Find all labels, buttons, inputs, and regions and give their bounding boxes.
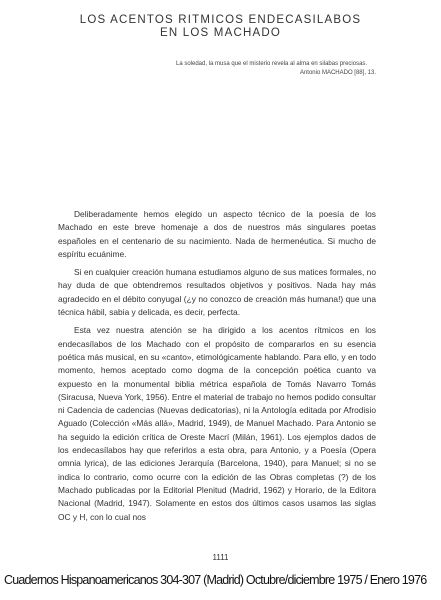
article-title-line-1: LOS ACENTOS RITMICOS ENDECASILABOS: [79, 14, 362, 26]
page-number: 1111: [212, 553, 229, 562]
epigraph: [176, 60, 376, 77]
epigraph-citation: Antonio MACHADO [88], 13.: [299, 70, 376, 76]
epigraph-text: La soledad, la musa que el misterio revela al alma en silabas preciosas.: [176, 61, 368, 67]
source-footer: Cuadernos Hispanoamericanos 304-307 (Madrid) Octubre/diciembre 1975 / Enero 1976: [4, 573, 427, 587]
body-paragraph-3: Esta vez nuestra atención se ha dirigido a los acentos rítmicos en los endecasílabos de los Machado con el propósito de compararlos en su esencia poética más musical, en su «canto», etimológicamente hablando. Para ello, y en todo momento, hemos aceptado como dogma de la concepción poética cuanto va expuesto en la monumental biblia métrica española de Tomás Navarro Tomás (Siracusa, Nueva York, 1956). Entre el material de trabajo no hemos podido consultar ni Cadencia de cadencias (Nuevas dedicatorias), ni la Antología editada por Afrodisio Aguado (Colección «Más allá», Madrid, 1949), de Manuel Machado. Para Antonio se ha seguido la edición crítica de Oreste Macrí (Milán, 1961). Los ejemplos dados de los endecasílabos hay que referirlos a esta obra, para Antonio, y a Poesía (Opera omnia lyrica), de las ediciones Jerarquía (Barcelona, 1940), para Manuel; si no se indica lo contrario, como ocurre con la edición de las Obras completas (?) de los Machado publicadas por la Editorial Plenitud (Madrid, 1962) y Horario, de la Editora Nacional (Madrid, 1947). Solamente en estos dos últimos casos usamos las siglas OC y H, con lo cual nos: [58, 325, 376, 522]
article-body: [58, 208, 376, 529]
body-paragraph-1: Deliberadamente hemos elegido un aspecto técnico de la poesía de los Machado en este breve homenaje a dos de nuestros más singulares poetas españoles en el centenario de su nacimiento. Nada de hermenéutica. Si mucho de espíritu ecuánime.: [58, 209, 376, 259]
article-title-line-2: EN LOS MACHADO: [160, 27, 281, 39]
body-paragraph-2: Si en cualquier creación humana estudiamos alguno de sus matices formales, no hay duda de que obtendremos resultados objetivos y positivos. Nada hay más agradecido en el débito conyugal (¿y no conozco de creación más humana!) que una técnica hábil, sabia y delicada, es decir, perfecta.: [58, 267, 376, 318]
